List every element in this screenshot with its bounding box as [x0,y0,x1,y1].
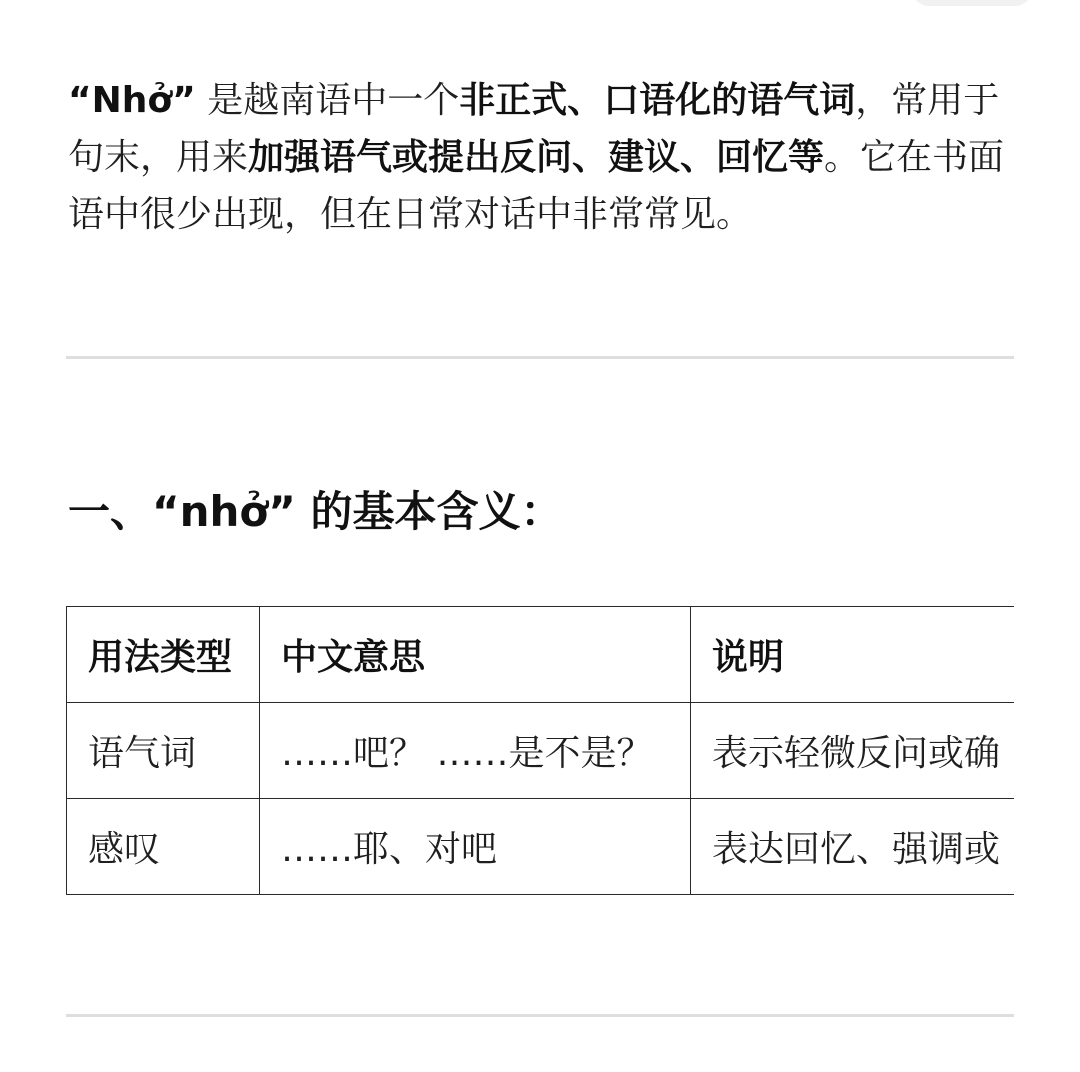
column-header: 用法类型 [67,607,260,703]
section-divider [66,1014,1014,1017]
table-cell: 表达回忆、强调或 [691,799,1015,895]
table-row [67,703,1015,799]
top-bar-fragment [912,0,1032,6]
section-divider [66,356,1014,359]
intro-text: 。它在书面语中很少出现，但在日常对话中非常常见。 [68,137,1005,235]
column-header: 中文意思 [260,607,691,703]
intro-emphasis: 加强语气或提出反问、建议、回忆等 [248,137,825,178]
usage-table-container[interactable] [66,606,1014,902]
table-row [67,799,1015,895]
intro-term: “Nhở” [68,80,196,121]
intro-text: 是越南语中一个 [195,80,460,121]
usage-table [66,606,1014,895]
column-header: 说明 [691,607,1015,703]
table-cell: 感叹 [67,799,260,895]
table-cell: 语气词 [67,703,260,799]
intro-paragraph [68,72,1018,243]
table-header-row [67,607,1015,703]
table-cell: ……吧？ ……是不是？ [260,703,691,799]
intro-emphasis: 非正式、口语化的语气词 [459,80,856,121]
intro-text: ，常用于句末，用来 [68,80,1000,178]
table-cell: 表示轻微反问或确 [691,703,1015,799]
section-heading: 一、“nhở” 的基本含义： [68,487,563,536]
table-cell: ……耶、对吧 [260,799,691,895]
